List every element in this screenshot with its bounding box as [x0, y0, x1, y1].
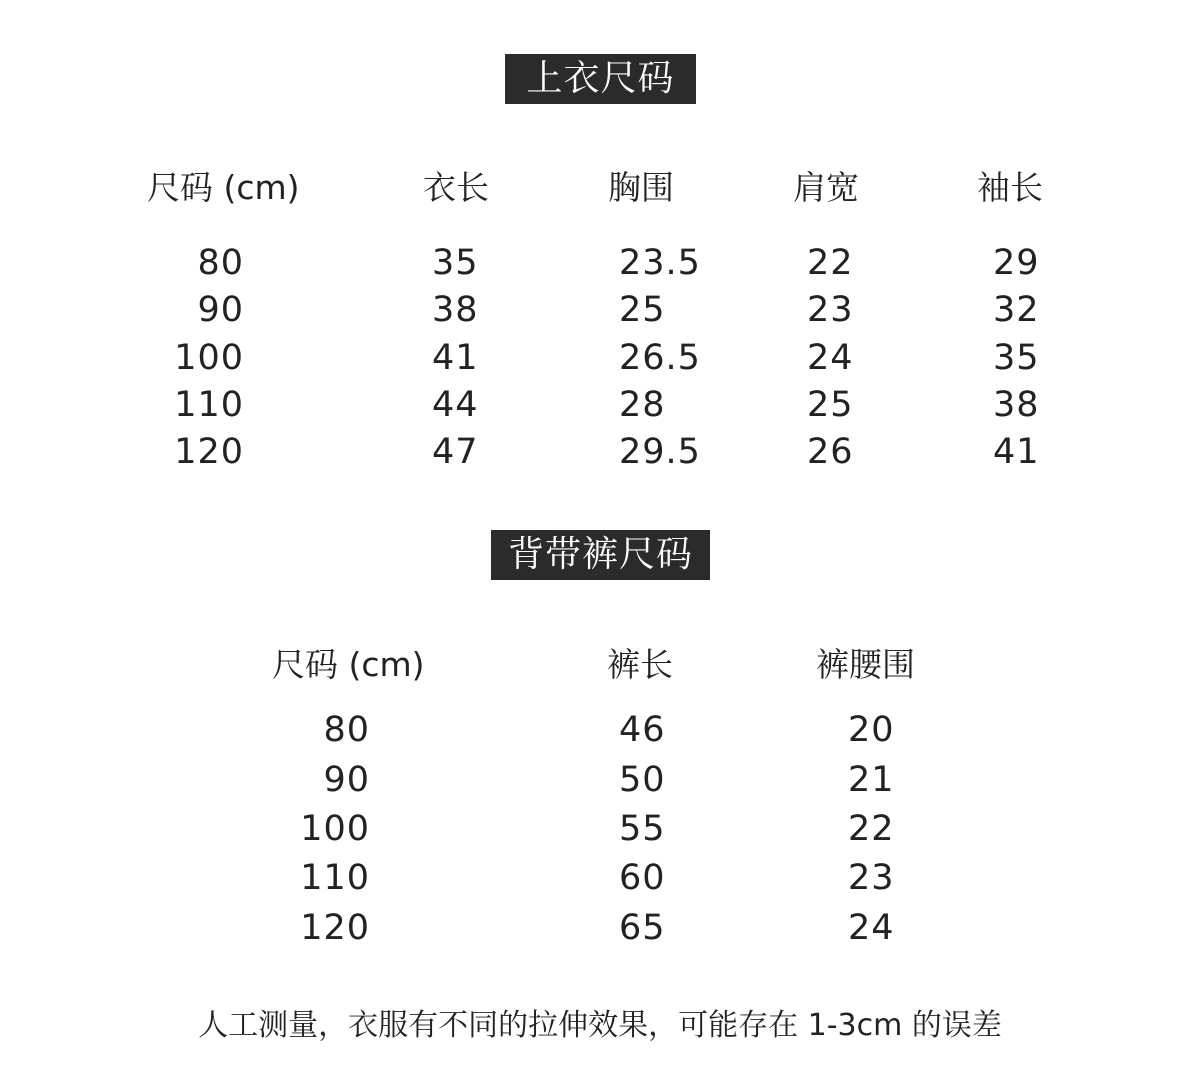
- top-row-4-shoulder: 25: [807, 385, 854, 425]
- top-row-1-shoulder: 22: [807, 243, 854, 283]
- top-row-3-length: 41: [432, 338, 479, 378]
- top-row-3-sleeve: 35: [993, 338, 1040, 378]
- top-header-chest: 胸围: [608, 168, 674, 207]
- bottom-row-3-waist: 22: [848, 809, 895, 849]
- bottom-row-1-length: 46: [619, 710, 666, 750]
- bottom-row-1-waist: 20: [848, 710, 895, 750]
- top-row-5-sleeve: 41: [993, 432, 1040, 472]
- top-row-2-chest: 25: [619, 290, 666, 330]
- top-header-size: 尺码 (cm): [147, 168, 300, 207]
- bottom-row-5-waist: 24: [848, 908, 895, 948]
- top-row-2-length: 38: [432, 290, 479, 330]
- top-header-length: 衣长: [423, 168, 489, 207]
- bottom-row-2-waist: 21: [848, 760, 895, 800]
- bottom-row-5-size: 120: [300, 908, 370, 948]
- top-row-2-shoulder: 23: [807, 290, 854, 330]
- top-row-4-size: 110: [174, 385, 244, 425]
- bottom-header-waist: 裤腰围: [816, 645, 915, 684]
- top-row-4-length: 44: [432, 385, 479, 425]
- bottom-row-2-length: 50: [619, 760, 666, 800]
- measurement-note: 人工测量，衣服有不同的拉伸效果，可能存在 1-3cm 的误差: [198, 1008, 1002, 1043]
- top-row-5-shoulder: 26: [807, 432, 854, 472]
- top-row-2-size: 90: [197, 290, 244, 330]
- bottom-row-1-size: 80: [323, 710, 370, 750]
- top-row-5-length: 47: [432, 432, 479, 472]
- top-row-5-chest: 29.5: [619, 432, 701, 472]
- top-row-1-chest: 23.5: [619, 243, 701, 283]
- bottom-row-4-size: 110: [300, 858, 370, 898]
- bottom-row-3-length: 55: [619, 809, 666, 849]
- top-row-4-chest: 28: [619, 385, 666, 425]
- bottom-row-2-size: 90: [323, 760, 370, 800]
- top-row-4-sleeve: 38: [993, 385, 1040, 425]
- top-row-1-length: 35: [432, 243, 479, 283]
- top-row-3-shoulder: 24: [807, 338, 854, 378]
- top-row-1-size: 80: [197, 243, 244, 283]
- bottom-size-title: 背带裤尺码: [491, 530, 710, 580]
- top-row-1-sleeve: 29: [993, 243, 1040, 283]
- top-row-3-size: 100: [174, 338, 244, 378]
- top-header-shoulder: 肩宽: [793, 168, 859, 207]
- top-row-3-chest: 26.5: [619, 338, 701, 378]
- top-header-sleeve: 袖长: [977, 168, 1043, 207]
- bottom-header-length: 裤长: [607, 645, 673, 684]
- top-size-title: 上衣尺码: [505, 54, 696, 104]
- bottom-row-4-waist: 23: [848, 858, 895, 898]
- top-row-5-size: 120: [174, 432, 244, 472]
- bottom-row-3-size: 100: [300, 809, 370, 849]
- bottom-row-4-length: 60: [619, 858, 666, 898]
- top-row-2-sleeve: 32: [993, 290, 1040, 330]
- bottom-header-size: 尺码 (cm): [272, 645, 425, 684]
- bottom-row-5-length: 65: [619, 908, 666, 948]
